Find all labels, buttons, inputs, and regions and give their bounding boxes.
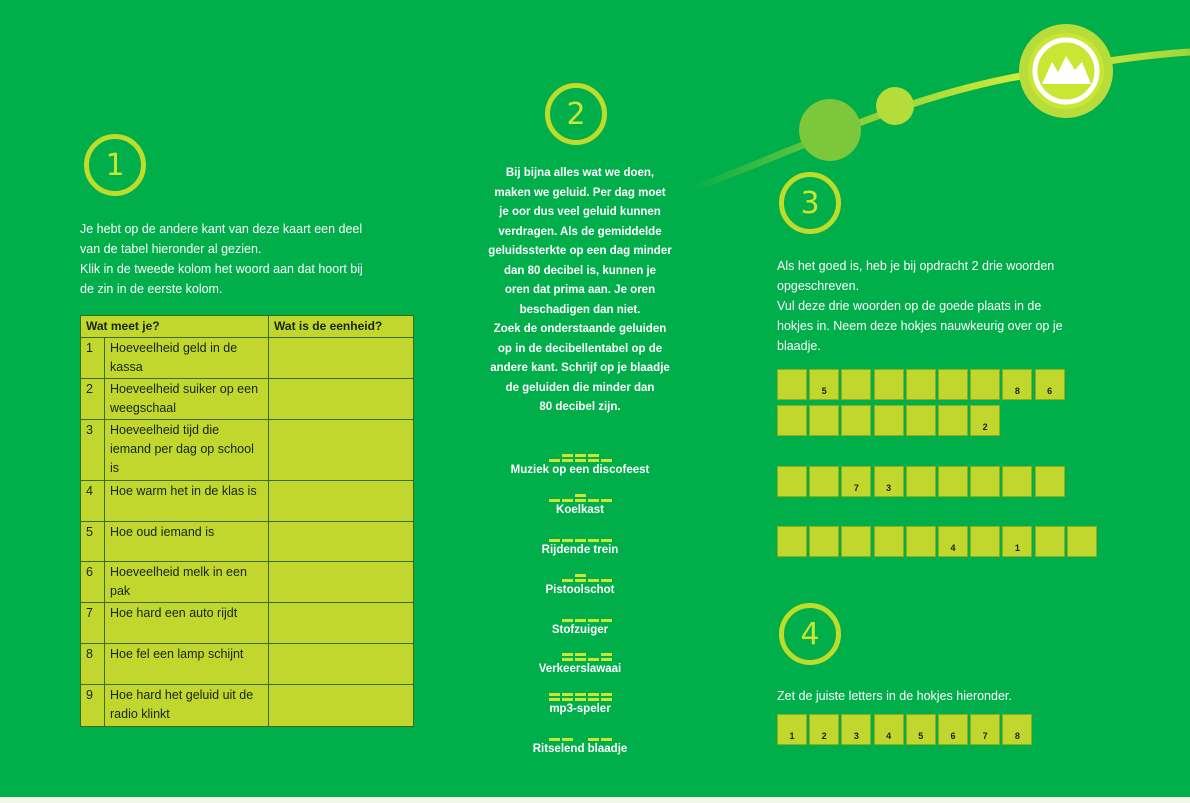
intro-line: Je hebt op de andere kant van deze kaart een deel: [80, 222, 363, 236]
level-bar: [601, 568, 612, 582]
cell-number: 2: [821, 731, 827, 741]
step-3-badge: 3: [779, 172, 841, 234]
row-text: Hoeveelheid suiker op een weegschaal: [105, 379, 269, 420]
crossword-cell[interactable]: [906, 405, 936, 436]
level-bar: [588, 448, 599, 462]
crossword-cell[interactable]: [1002, 369, 1032, 400]
sound-label: Pistoolschot: [545, 584, 615, 596]
sound-label: Stofzuiger: [551, 624, 609, 636]
level-bar: [601, 608, 612, 622]
answer-cell[interactable]: [906, 714, 936, 745]
row-text: Hoe warm het in de klas is: [105, 481, 269, 522]
crossword-cell[interactable]: [1067, 526, 1097, 557]
level-bar: [575, 647, 586, 661]
sound-level-icon: [490, 727, 670, 741]
cell-number: 4: [950, 543, 956, 553]
table-row: [81, 420, 414, 481]
level-bar: [575, 687, 586, 701]
crossword-cell[interactable]: [777, 466, 807, 497]
row-text: Hoeveelheid geld in de kassa: [105, 338, 269, 379]
badge: [1019, 24, 1113, 118]
unit-cell[interactable]: [269, 644, 414, 685]
sound-level-icon: [490, 488, 670, 502]
sound-label: Verkeerslawaai: [538, 663, 622, 675]
step-2-badge: 2: [545, 83, 607, 145]
level-bar: [601, 647, 612, 661]
text-line: andere kant. Schrijf op je blaadje: [490, 362, 670, 374]
level-bar: [562, 608, 573, 622]
level-bar: [588, 608, 599, 622]
crossword-cell[interactable]: [1035, 526, 1065, 557]
crossword-cell[interactable]: [809, 466, 839, 497]
crossword-cell[interactable]: [938, 405, 968, 436]
arc-dot-small: [876, 87, 914, 125]
answer-cell[interactable]: [1002, 714, 1032, 745]
level-bar: [549, 448, 560, 462]
crossword-cell[interactable]: [874, 526, 904, 557]
unit-cell[interactable]: [269, 685, 414, 727]
level-bar: [562, 647, 573, 661]
sound-item[interactable]: [490, 488, 670, 517]
crossword-cell[interactable]: [906, 369, 936, 400]
answer-cell[interactable]: [874, 714, 904, 745]
sound-item[interactable]: [490, 568, 670, 597]
crossword-cell[interactable]: [841, 466, 871, 497]
table-row: [81, 685, 414, 727]
answer-cell[interactable]: [841, 714, 871, 745]
table-row: [81, 338, 414, 379]
level-bar: [601, 448, 612, 462]
table-row: [81, 562, 414, 603]
row-number: 8: [81, 644, 105, 685]
level-bar: [549, 687, 560, 701]
level-bar: [575, 568, 586, 582]
level-bar: [601, 727, 612, 741]
row-number: 4: [81, 481, 105, 522]
row-text: Hoe oud iemand is: [105, 522, 269, 562]
crossword-cell[interactable]: [809, 405, 839, 436]
row-number: 1: [81, 338, 105, 379]
crossword-cell[interactable]: [777, 405, 807, 436]
level-bar: [601, 528, 612, 542]
sound-item[interactable]: [490, 687, 670, 716]
crossword-cell[interactable]: [970, 405, 1000, 436]
level-bar: [575, 448, 586, 462]
intro-line: van de tabel hieronder al gezien.: [80, 242, 262, 256]
cell-number: 4: [886, 731, 892, 741]
level-bar: [588, 687, 599, 701]
level-bar: [601, 488, 612, 502]
intro-line: Klik in de tweede kolom het woord aan dat hoort bij: [80, 262, 363, 276]
sound-item[interactable]: [490, 528, 670, 557]
crossword-cell[interactable]: [1002, 526, 1032, 557]
level-bar: [575, 727, 586, 741]
row-number: 5: [81, 522, 105, 562]
crossword-cell[interactable]: [841, 526, 871, 557]
level-bar: [588, 727, 599, 741]
intro-line: de zin in de eerste kolom.: [80, 282, 223, 296]
crossword-cell[interactable]: [874, 369, 904, 400]
table-row: [81, 603, 414, 644]
section-4-text: Zet de juiste letters in de hokjes hieronder.: [777, 689, 1012, 703]
crossword-cell[interactable]: [938, 526, 968, 557]
cell-number: 3: [886, 483, 892, 493]
level-bar: [549, 528, 560, 542]
section-1-intro: [80, 219, 363, 299]
crossword-cell[interactable]: [938, 369, 968, 400]
level-bar: [549, 727, 560, 741]
text-line: dan 80 decibel is, kunnen je: [503, 264, 657, 277]
row-number: 3: [81, 420, 105, 481]
crossword-cell[interactable]: [874, 466, 904, 497]
unit-cell[interactable]: [269, 338, 414, 379]
level-bar: [562, 687, 573, 701]
cell-number: 5: [918, 731, 924, 741]
sound-item[interactable]: [490, 448, 670, 477]
level-bar: [588, 647, 599, 661]
crossword-cell[interactable]: [809, 369, 839, 400]
level-bar: [575, 608, 586, 622]
crossword-cell[interactable]: [906, 526, 936, 557]
crossword-cell[interactable]: [906, 466, 936, 497]
column-header-unit: Wat is de eenheid?: [269, 316, 414, 338]
table-row: [81, 481, 414, 522]
level-bar: [562, 568, 573, 582]
crossword-cell[interactable]: [938, 466, 968, 497]
cell-number: 7: [982, 731, 988, 741]
answer-cell[interactable]: [938, 714, 968, 745]
row-number: 6: [81, 562, 105, 603]
text-line: hokjes in. Neem deze hokjes nauwkeurig over op je: [777, 319, 1063, 333]
level-bar: [588, 488, 599, 502]
table-row: [81, 379, 414, 420]
sound-label: Ritselend blaadje: [532, 743, 628, 755]
crossword-cell[interactable]: [841, 369, 871, 400]
sound-level-icon: [490, 448, 670, 462]
level-bar: [549, 608, 560, 622]
sound-label: mp3-speler: [549, 703, 611, 715]
level-bar: [575, 488, 586, 502]
crossword-cell[interactable]: [970, 369, 1000, 400]
row-number: 7: [81, 603, 105, 644]
cell-number: 1: [789, 731, 795, 741]
cell-number: 3: [853, 731, 859, 741]
text-line: Bij bijna alles wat we doen,: [505, 167, 655, 179]
level-bar: [562, 528, 573, 542]
cell-number: 7: [853, 483, 859, 493]
level-bar: [549, 488, 560, 502]
crossword-cell[interactable]: [841, 405, 871, 436]
sound-label: Muziek op een discofeest: [510, 464, 650, 476]
cell-number: 5: [821, 386, 827, 396]
row-text: Hoe hard het geluid uit de radio klinkt: [105, 685, 269, 727]
row-text: Hoeveelheid tijd die iemand per dag op school is: [105, 420, 269, 481]
sound-item[interactable]: [490, 608, 670, 637]
unit-cell[interactable]: [269, 379, 414, 420]
sound-level-icon: [490, 528, 670, 542]
bottom-strip: [0, 797, 1190, 803]
answer-cell[interactable]: [970, 714, 1000, 745]
crossword-cell[interactable]: [1035, 466, 1065, 497]
step-1-badge: 1: [84, 134, 146, 196]
text-line: blaadje.: [777, 339, 821, 353]
sound-level-icon: [490, 687, 670, 701]
cell-number: 6: [950, 731, 956, 741]
crossword-cell[interactable]: [1035, 369, 1065, 400]
level-bar: [601, 687, 612, 701]
unit-cell[interactable]: [269, 420, 414, 481]
text-line: opgeschreven.: [777, 279, 860, 293]
sound-item[interactable]: [490, 647, 670, 676]
section-2-text: [470, 164, 690, 418]
sound-label: Koelkast: [556, 504, 604, 516]
unit-cell[interactable]: [269, 562, 414, 603]
sound-label: Rijdende trein: [541, 544, 619, 556]
crossword-cell[interactable]: [777, 369, 807, 400]
cell-number: 2: [982, 422, 988, 432]
level-bar: [549, 647, 560, 661]
crossword-cell[interactable]: [1002, 466, 1032, 497]
text-line: op in de decibellentabel op de: [497, 342, 663, 355]
step-4-badge: 4: [779, 603, 841, 665]
table-row: [81, 644, 414, 685]
row-text: Hoeveelheid melk in een pak: [105, 562, 269, 603]
row-number: 9: [81, 685, 105, 727]
cell-number: 8: [1014, 731, 1020, 741]
unit-cell[interactable]: [269, 603, 414, 644]
level-bar: [549, 568, 560, 582]
cell-number: 1: [1014, 543, 1020, 553]
section-3-text: [777, 256, 1063, 356]
text-line: de geluiden die minder dan: [505, 381, 655, 394]
arc-dot-large: [799, 99, 861, 161]
text-line: Zoek de onderstaande geluiden: [493, 323, 667, 335]
row-number: 2: [81, 379, 105, 420]
text-line: oren dat prima aan. Je oren: [504, 284, 656, 296]
sound-level-icon: [490, 568, 670, 582]
text-line: maken we geluid. Per dag moet: [494, 186, 666, 199]
crossword-cell[interactable]: [777, 526, 807, 557]
text-line: je oor dus veel geluid kunnen: [499, 206, 661, 218]
level-bar: [562, 488, 573, 502]
crossword-cell[interactable]: [809, 526, 839, 557]
text-line: 80 decibel zijn.: [539, 401, 621, 413]
unit-cell[interactable]: [269, 481, 414, 522]
text-line: geluidssterkte op een dag minder: [488, 245, 672, 257]
level-bar: [575, 528, 586, 542]
answer-cell[interactable]: [777, 714, 807, 745]
cell-number: 6: [1047, 386, 1053, 396]
level-bar: [562, 727, 573, 741]
column-header-measure: Wat meet je?: [81, 316, 269, 338]
crossword-cell[interactable]: [874, 405, 904, 436]
sound-level-icon: [490, 608, 670, 622]
crossword-cell[interactable]: [970, 526, 1000, 557]
text-line: Vul deze drie woorden op de goede plaats in de: [777, 299, 1042, 313]
table-row: [81, 522, 414, 562]
level-bar: [562, 448, 573, 462]
unit-cell[interactable]: [269, 522, 414, 562]
level-bar: [588, 528, 599, 542]
sound-item[interactable]: [490, 727, 670, 756]
level-bar: [588, 568, 599, 582]
row-text: Hoe fel een lamp schijnt: [105, 644, 269, 685]
answer-cell[interactable]: [809, 714, 839, 745]
crossword-cell[interactable]: [970, 466, 1000, 497]
text-line: beschadigen dan niet.: [519, 303, 641, 316]
text-line: verdragen. Als de gemiddelde: [498, 225, 662, 238]
text-line: Als het goed is, heb je bij opdracht 2 drie woorden: [777, 259, 1055, 273]
cell-number: 8: [1014, 386, 1020, 396]
row-text: Hoe hard een auto rijdt: [105, 603, 269, 644]
measure-table: [80, 315, 414, 727]
sound-level-icon: [490, 647, 670, 661]
